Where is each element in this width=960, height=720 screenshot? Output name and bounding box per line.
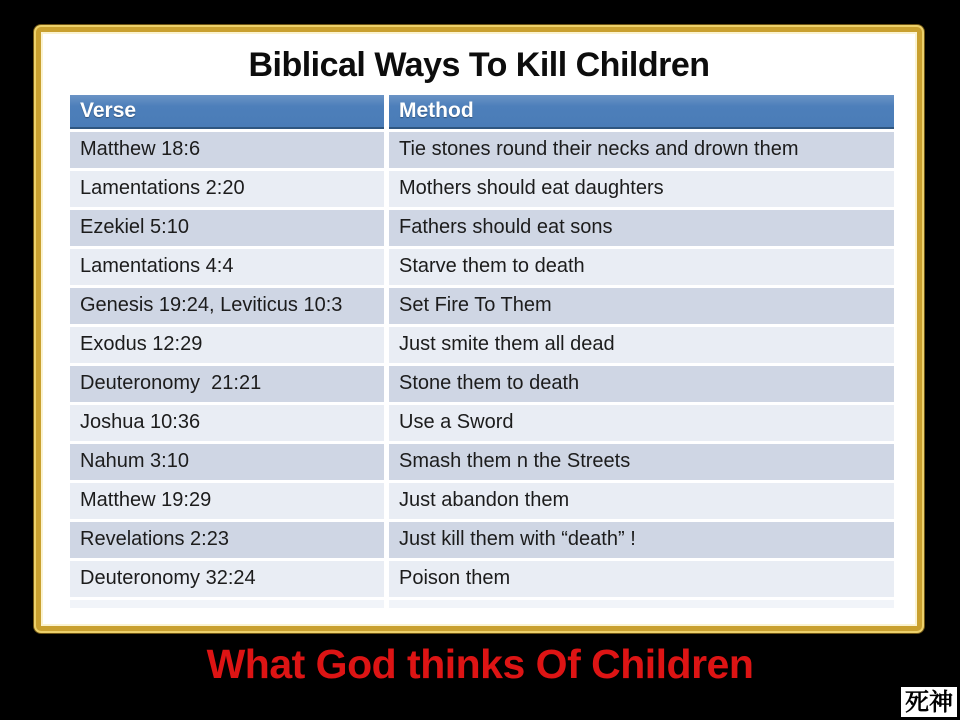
verse-cell: Exodus 12:29 [70, 327, 384, 363]
method-footer-strip [389, 600, 894, 608]
method-cell: Mothers should eat daughters [389, 171, 894, 207]
verse-cell: Lamentations 4:4 [70, 249, 384, 285]
method-cell: Fathers should eat sons [389, 210, 894, 246]
watermark-text: 死神 [905, 688, 953, 716]
verse-footer-strip [70, 600, 384, 608]
method-cell: Use a Sword [389, 405, 894, 441]
verse-cell: Revelations 2:23 [70, 522, 384, 558]
method-cell: Set Fire To Them [389, 288, 894, 324]
column-header-verse: Verse [70, 95, 384, 129]
method-cell: Starve them to death [389, 249, 894, 285]
verse-cell: Deuteronomy 21:21 [70, 366, 384, 402]
page-title: Biblical Ways To Kill Children [248, 46, 710, 84]
verse-cell: Deuteronomy 32:24 [70, 561, 384, 597]
column-header-method: Method [389, 95, 894, 129]
method-cell: Tie stones round their necks and drown them [389, 132, 894, 168]
verse-cell: Lamentations 2:20 [70, 171, 384, 207]
method-cell: Stone them to death [389, 366, 894, 402]
verse-cell: Ezekiel 5:10 [70, 210, 384, 246]
method-cell: Poison them [389, 561, 894, 597]
verse-method-table [70, 95, 894, 608]
caption: What God thinks Of Children [206, 641, 754, 687]
verse-cell: Matthew 18:6 [70, 132, 384, 168]
verse-cell: Genesis 19:24, Leviticus 10:3 [70, 288, 384, 324]
method-cell: Smash them n the Streets [389, 444, 894, 480]
method-cell: Just kill them with “death” ! [389, 522, 894, 558]
verse-cell: Joshua 10:36 [70, 405, 384, 441]
slide-card [36, 27, 922, 631]
verse-cell: Nahum 3:10 [70, 444, 384, 480]
verse-cell: Matthew 19:29 [70, 483, 384, 519]
method-cell: Just abandon them [389, 483, 894, 519]
watermark-badge [901, 687, 957, 717]
method-cell: Just smite them all dead [389, 327, 894, 363]
